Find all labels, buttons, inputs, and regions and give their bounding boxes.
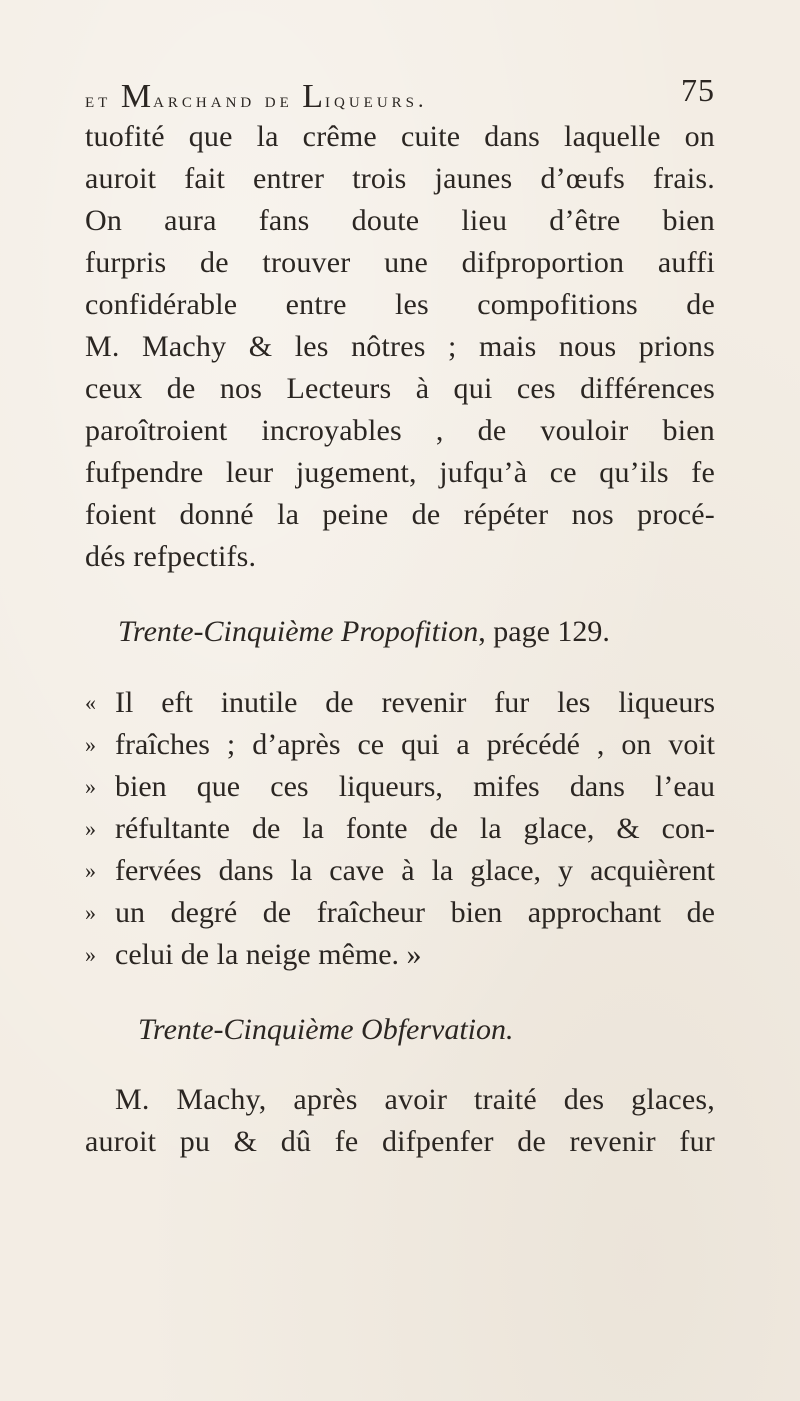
quote-text: bien que ces liqueurs, mifes dans l’eau	[115, 770, 715, 803]
quote-text: réfultante de la fonte de la glace, & con-	[115, 812, 715, 845]
quote-line	[85, 809, 715, 849]
quote-continue-mark: »	[85, 816, 96, 841]
quote-line	[85, 767, 715, 807]
page-number: 75	[681, 72, 715, 108]
text-line: confidérable entre les compofitions de	[85, 288, 715, 321]
text-line: auroit fait entrer trois jaunes d’œufs frais.	[85, 162, 715, 195]
quote-text: celui de la neige même. »	[115, 938, 422, 971]
page-header	[85, 72, 715, 116]
quote-line	[85, 851, 715, 891]
text-line: M. Machy & les nôtres ; mais nous prions	[85, 330, 715, 363]
proposition-title: Trente-Cinquième Propofition	[118, 615, 479, 648]
running-head	[85, 78, 428, 116]
text-line: foient donné la peine de répéter nos procé-	[85, 498, 715, 531]
running-head-pre: et	[85, 87, 112, 112]
running-head-post: iqueurs.	[325, 87, 428, 112]
quote-continue-mark: »	[85, 774, 96, 799]
quote-line	[85, 935, 715, 975]
quote-line	[85, 725, 715, 765]
quote-continue-mark: »	[85, 732, 96, 757]
text-line: fufpendre leur jugement, jufqu’à ce qu’ils fe	[85, 456, 715, 489]
proposition-heading	[118, 612, 610, 652]
quote-text: un degré de fraîcheur bien approchant de	[115, 896, 715, 929]
running-head-mid: archand de	[153, 87, 293, 112]
running-head-cap-l: L	[302, 78, 326, 115]
quote-continue-mark: »	[85, 942, 96, 967]
observation-heading: Trente-Cinquième Obfervation.	[138, 1013, 514, 1046]
quote-text: Il eft inutile de revenir fur les liqueurs	[115, 686, 715, 719]
quote-line	[85, 893, 715, 933]
quote-text: fervées dans la cave à la glace, y acquièrent	[115, 854, 715, 887]
quote-text: fraîches ; d’après ce qui a précédé , on voit	[115, 728, 715, 761]
quote-continue-mark: »	[85, 858, 96, 883]
text-line: M. Machy, après avoir traité des glaces,	[115, 1083, 715, 1116]
text-line: tuofité que la crême cuite dans laquelle on	[85, 120, 715, 153]
text-line: auroit pu & dû fe difpenfer de revenir fur	[85, 1125, 715, 1158]
text-line: dés refpectifs.	[85, 540, 257, 573]
text-line: paroîtroient incroyables , de vouloir bien	[85, 414, 715, 447]
text-line: furpris de trouver une difproportion auffi	[85, 246, 715, 279]
text-line: On aura fans doute lieu d’être bien	[85, 204, 715, 237]
running-head-cap-m: M	[120, 78, 154, 115]
quote-line	[85, 683, 715, 723]
proposition-page-ref: , page 129.	[478, 615, 610, 648]
text-line: ceux de nos Lecteurs à qui ces différences	[85, 372, 715, 405]
quote-continue-mark: »	[85, 900, 96, 925]
quote-open-mark: «	[85, 690, 96, 715]
